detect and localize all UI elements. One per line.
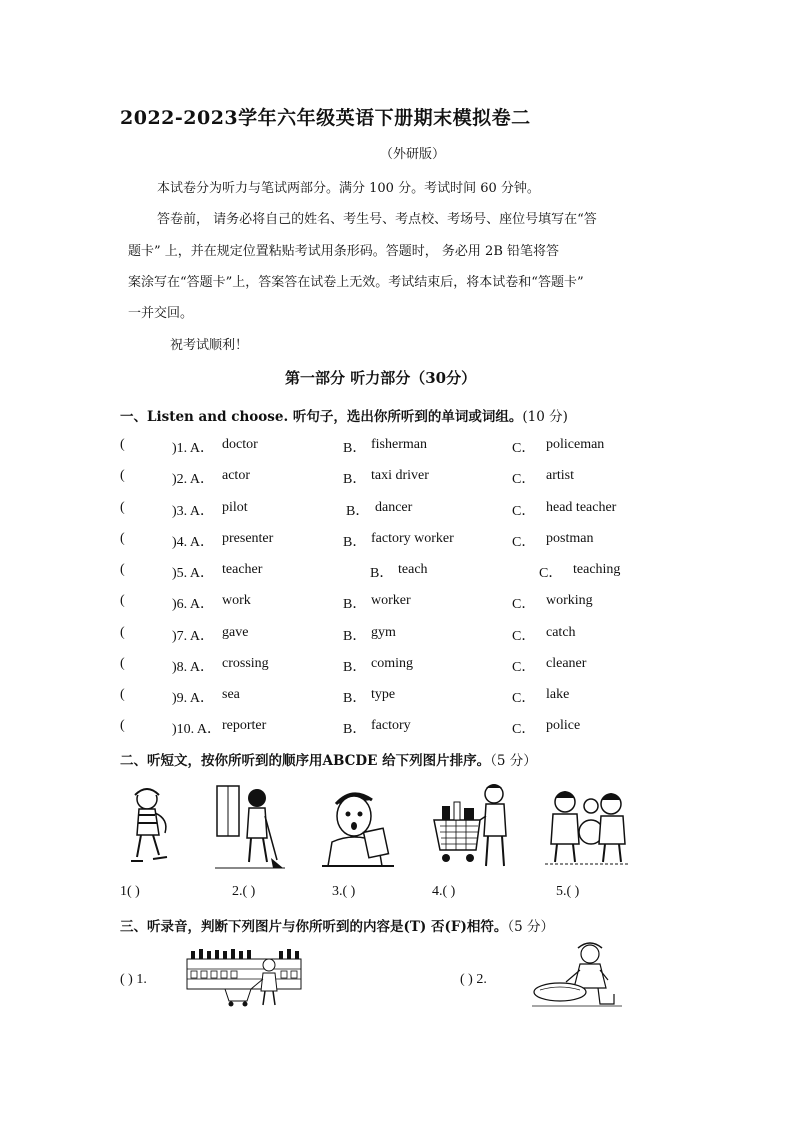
q1-num: )1. A． xyxy=(172,441,214,456)
q6-paren[interactable]: ( xyxy=(120,593,125,608)
intro-line-2: 答卷前， 请务必将自己的姓名、考生号、考点校、考场号、座位号填写在“答 xyxy=(157,212,597,227)
q4-a: presenter xyxy=(222,531,274,546)
q5-c: teaching xyxy=(573,562,621,577)
q4-c: postman xyxy=(546,531,594,546)
q7-a: gave xyxy=(222,625,249,640)
intro-line-4: 案涂写在“答题卡”上，答案答在试卷上无效。考试结束后，将本试卷和“答题卡” xyxy=(128,275,584,290)
q1-b-label: B． xyxy=(343,441,367,456)
intro-line-3: 题卡” 上，并在规定位置粘贴考试用条形码。答题时， 务必用 2B 铅笔将答 xyxy=(128,244,559,259)
q8-num: )8. A． xyxy=(172,660,214,675)
good-luck-text: 祝考试顺利！ xyxy=(170,338,249,353)
q10-a: reporter xyxy=(222,718,267,733)
section3-heading xyxy=(120,915,554,935)
q10-b: factory xyxy=(371,718,411,733)
order-blank-1[interactable]: 1( ) xyxy=(120,884,140,899)
boy-washing-icon xyxy=(528,940,624,1010)
order-blank-4[interactable]: 4.( ) xyxy=(432,884,456,899)
q6-b: worker xyxy=(371,593,411,608)
q3-a: pilot xyxy=(222,500,248,515)
q3-num: )3. A． xyxy=(172,504,214,519)
q10-c-label: C． xyxy=(512,722,536,737)
intro-line-1: 本试卷分为听力与笔试两部分。满分 100 分。考试时间 60 分钟。 xyxy=(157,181,540,196)
q10-b-label: B． xyxy=(343,722,367,737)
q6-c: working xyxy=(546,593,593,608)
q7-b-label: B． xyxy=(343,629,367,644)
child-skating-icon xyxy=(125,785,175,870)
q6-num: )6. A． xyxy=(172,597,214,612)
tf-item-1[interactable]: ( ) 1. xyxy=(120,972,147,987)
q7-paren[interactable]: ( xyxy=(120,625,125,640)
q1-a: doctor xyxy=(222,437,258,452)
q8-c-label: C． xyxy=(512,660,536,675)
q8-c: cleaner xyxy=(546,656,587,671)
q2-paren[interactable]: ( xyxy=(120,468,125,483)
q9-c: lake xyxy=(546,687,570,702)
q6-c-label: C． xyxy=(512,597,536,612)
q6-b-label: B． xyxy=(343,597,367,612)
q8-b: coming xyxy=(371,656,413,671)
q9-b-label: B． xyxy=(343,691,367,706)
q3-c: head teacher xyxy=(546,500,617,515)
shopping-cart-icon xyxy=(432,780,520,870)
section2-heading-text: 二、听短文，按你所听到的顺序用ABCDE 给下列图片排序。 xyxy=(120,753,491,769)
supermarket-shelf-icon xyxy=(185,945,303,1007)
q2-b: taxi driver xyxy=(371,468,429,483)
q10-paren[interactable]: ( xyxy=(120,718,125,733)
q2-num: )2. A． xyxy=(172,472,214,487)
q7-num: )7. A． xyxy=(172,629,214,644)
q5-b-label: B． xyxy=(370,566,394,581)
order-blank-2[interactable]: 2.( ) xyxy=(232,884,256,899)
q10-num: )10. A． xyxy=(172,722,221,737)
q9-c-label: C． xyxy=(512,691,536,706)
q10-c: police xyxy=(546,718,581,733)
q5-num: )5. A． xyxy=(172,566,214,581)
q7-b: gym xyxy=(371,625,396,640)
q8-paren[interactable]: ( xyxy=(120,656,125,671)
part1-title: 第一部分 听力部分（30分） xyxy=(285,369,477,387)
section2-score: （5 分） xyxy=(490,753,537,769)
q3-b-label: B． xyxy=(346,504,370,519)
q3-b: dancer xyxy=(375,500,413,515)
tf-item-2[interactable]: ( ) 2. xyxy=(460,972,487,987)
q9-num: )9. A． xyxy=(172,691,214,706)
q4-paren[interactable]: ( xyxy=(120,531,125,546)
q8-a: crossing xyxy=(222,656,269,671)
order-blank-3[interactable]: 3.( ) xyxy=(332,884,356,899)
section3-score: （5 分） xyxy=(507,919,555,935)
q5-a: teacher xyxy=(222,562,263,577)
section2-heading xyxy=(120,749,537,769)
section1-heading xyxy=(120,405,568,425)
q8-b-label: B． xyxy=(343,660,367,675)
q4-b-label: B． xyxy=(343,535,367,550)
q1-b: fisherman xyxy=(371,437,427,452)
section3-heading-text: 三、听录音，判断下列图片与你所听到的内容是(T) 否(F)相符。 xyxy=(120,919,508,935)
q4-num: )4. A． xyxy=(172,535,214,550)
q2-b-label: B． xyxy=(343,472,367,487)
q1-c: policeman xyxy=(546,437,605,452)
intro-line-5: 一并交回。 xyxy=(128,306,194,321)
q2-a: actor xyxy=(222,468,250,483)
q7-c: catch xyxy=(546,625,576,640)
q5-paren[interactable]: ( xyxy=(120,562,125,577)
subtitle: （外研版） xyxy=(380,147,446,162)
section1-score: (10 分) xyxy=(522,409,568,425)
q3-c-label: C． xyxy=(512,504,536,519)
order-blank-5[interactable]: 5.( ) xyxy=(556,884,580,899)
q9-paren[interactable]: ( xyxy=(120,687,125,702)
boy-reading-icon xyxy=(322,782,394,868)
q6-a: work xyxy=(222,593,251,608)
kids-snowman-icon xyxy=(545,782,630,866)
q2-c: artist xyxy=(546,468,574,483)
q5-c-label: C． xyxy=(539,566,563,581)
q3-paren[interactable]: ( xyxy=(120,500,125,515)
q9-b: type xyxy=(371,687,396,702)
q2-c-label: C． xyxy=(512,472,536,487)
page-title: 2022-2023学年六年级英语下册期末模拟卷二 xyxy=(120,107,531,129)
q7-c-label: C． xyxy=(512,629,536,644)
q5-b: teach xyxy=(398,562,428,577)
section1-heading-text: 一、Listen and choose. 听句子，选出你所听到的单词或词组。 xyxy=(120,409,523,425)
q1-c-label: C． xyxy=(512,441,536,456)
q4-b: factory worker xyxy=(371,531,454,546)
person-sweeping-icon xyxy=(215,782,285,870)
q4-c-label: C． xyxy=(512,535,536,550)
q9-a: sea xyxy=(222,687,240,702)
q1-paren[interactable]: ( xyxy=(120,437,125,452)
